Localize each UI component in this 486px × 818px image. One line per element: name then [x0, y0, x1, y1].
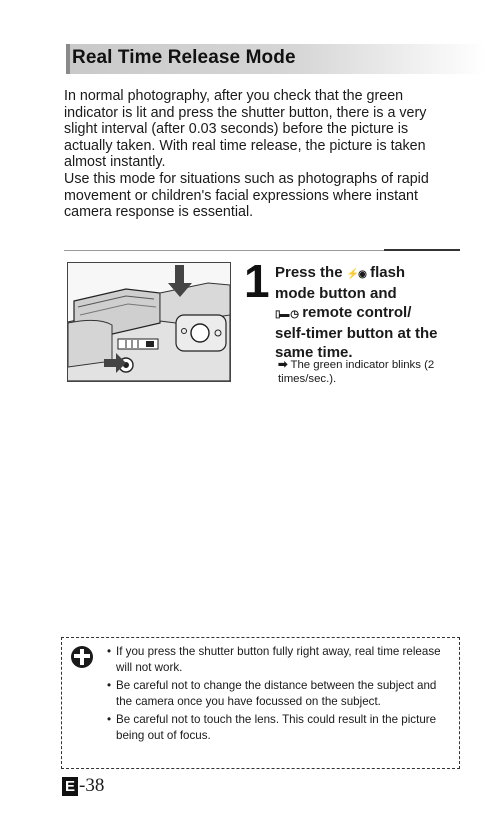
caution-item: • Be careful not to change the distance between the subject and the camera once you have focussed on the subject. — [108, 678, 450, 711]
intro-text — [64, 88, 454, 221]
title-accent — [66, 44, 70, 74]
page-number-text: -38 — [79, 775, 105, 796]
self-timer-icon: ▯▬ ◷ — [275, 309, 299, 320]
step-line-3: ▯▬ ◷ remote control/ — [275, 304, 412, 321]
language-badge: E — [62, 777, 78, 796]
caution-item: • If you press the shutter button fully right away, real time release will not work. — [108, 644, 450, 677]
step-result — [278, 358, 468, 386]
intro-paragraph-1: In normal photography, after you check that the green indicator is lit and press the shutter button, there is a very slight interval (after 0.03 seconds) before the picture is actually taken. With real time release, the picture is taken almost instantly. — [64, 88, 427, 171]
step-line-1: Press the ⚡◉ flash — [275, 264, 406, 281]
page-number — [62, 775, 104, 797]
step-line-4: self-timer button at the — [275, 325, 438, 342]
section-title: Real Time Release Mode — [72, 47, 296, 68]
section-divider — [64, 250, 384, 251]
result-text: The green indicator blinks (2 times/sec.). — [278, 359, 435, 385]
step-line-5: same time. — [275, 344, 353, 361]
camera-illustration — [67, 262, 231, 382]
intro-paragraph-2: Use this mode for situations such as photographs of rapid movement or children's facial expressions where instant camera response is essential. — [64, 170, 429, 221]
step-instruction — [275, 263, 470, 362]
flash-mode-icon: ⚡◉ — [346, 269, 366, 280]
result-arrow-icon: ➡ — [278, 359, 288, 371]
section-divider-accent — [384, 249, 460, 251]
camera-top-view — [68, 263, 230, 381]
caution-icon — [71, 646, 93, 668]
step-number: 1 — [244, 255, 270, 307]
caution-item: • Be careful not to touch the lens. This could result in the picture being out of focus. — [108, 712, 450, 745]
step-line-2: mode button and — [275, 285, 397, 302]
caution-list — [108, 644, 450, 745]
